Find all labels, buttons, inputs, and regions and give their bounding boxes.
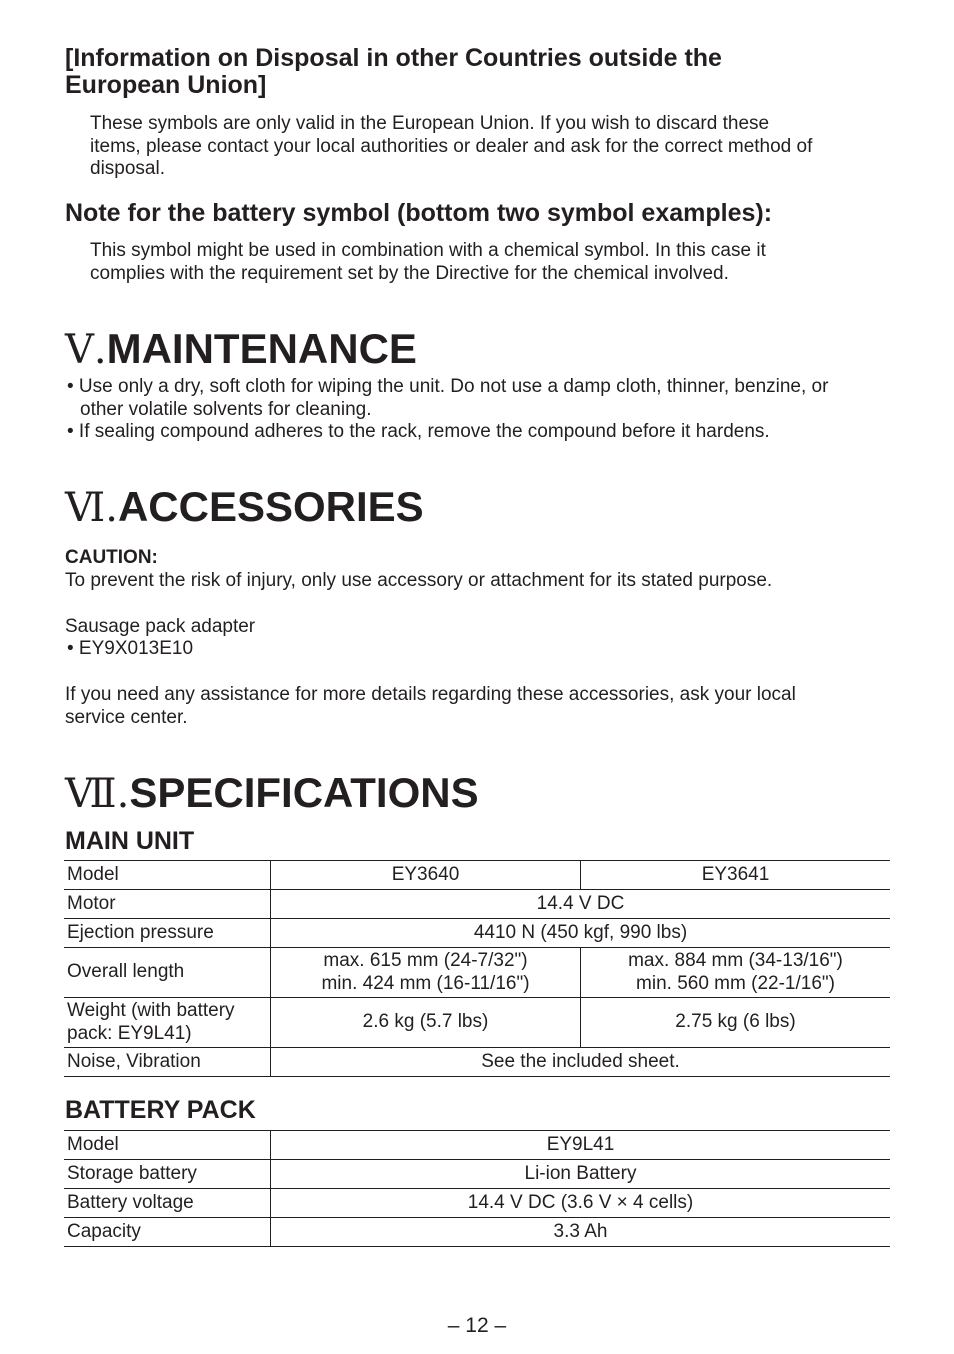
caution-label: CAUTION: [65, 547, 158, 568]
spec-weight-b: 2.75 kg (6 lbs) [581, 998, 891, 1048]
battery-pack-heading: BATTERY PACK [65, 1096, 256, 1124]
accessory-item-code: • EY9X013E10 [67, 638, 194, 659]
maintenance-bullet-2: • If sealing compound adheres to the rack, remove the compound before it hardens. [67, 421, 770, 442]
table-row [64, 1131, 890, 1160]
spec-weight-a: 2.6 kg (5.7 lbs) [271, 998, 581, 1048]
main-unit-table [64, 860, 890, 1077]
table-row [64, 1218, 890, 1247]
battery-note-body [90, 240, 766, 285]
spec-label-length: Overall length [64, 948, 271, 998]
maintenance-numeral: Ⅴ. [65, 327, 107, 373]
maintenance-title [65, 326, 417, 373]
accessories-assist [65, 684, 796, 729]
spec-label-ejection: Ejection pressure [64, 919, 271, 948]
disposal-heading [65, 45, 722, 99]
specifications-title-text: SPECIFICATIONS [129, 769, 479, 816]
battery-note-body-line2: complies with the requirement set by the Directive for the chemical involved. [90, 262, 729, 284]
spec-model-a: EY3640 [271, 861, 581, 890]
table-row [64, 1189, 890, 1218]
spec-length-b-max: max. 884 mm (34-13/16") [628, 950, 843, 971]
spec-label-weight-line1: Weight (with battery [67, 1000, 235, 1021]
spec-model-b: EY3641 [581, 861, 891, 890]
battery-label-model: Model [64, 1131, 271, 1160]
battery-note-body-line1: This symbol might be used in combination with a chemical symbol. In this case it [90, 240, 766, 261]
page-number: – 12 – [447, 1314, 507, 1337]
disposal-body-line1: These symbols are only valid in the European Union. If you wish to discard these [90, 113, 770, 134]
spec-length-a-max: max. 615 mm (24-7/32") [323, 950, 528, 971]
table-row [64, 1048, 890, 1077]
table-row [64, 890, 890, 919]
spec-label-noise: Noise, Vibration [64, 1048, 271, 1077]
spec-label-model: Model [64, 861, 271, 890]
spec-label-weight-line2: pack: EY9L41) [67, 1022, 192, 1044]
battery-capacity-value: 3.3 Ah [271, 1218, 891, 1247]
disposal-body [90, 113, 812, 181]
maintenance-title-text: MAINTENANCE [106, 325, 417, 372]
spec-noise-value: See the included sheet. [271, 1048, 891, 1077]
battery-model-value: EY9L41 [271, 1131, 891, 1160]
battery-note-heading: Note for the battery symbol (bottom two symbol examples): [65, 199, 773, 227]
battery-storage-value: Li-ion Battery [271, 1160, 891, 1189]
battery-voltage-value: 14.4 V DC (3.6 V × 4 cells) [271, 1189, 891, 1218]
table-row [64, 919, 890, 948]
spec-motor-value: 14.4 V DC [271, 890, 891, 919]
main-unit-heading: MAIN UNIT [65, 827, 195, 855]
spec-length-b [581, 948, 891, 998]
battery-label-storage: Storage battery [64, 1160, 271, 1189]
disposal-heading-line1: [Information on Disposal in other Countries outside the [65, 44, 722, 72]
battery-pack-table [64, 1130, 890, 1247]
battery-label-voltage: Battery voltage [64, 1189, 271, 1218]
accessories-assist-line2: service center. [65, 706, 188, 728]
table-row [64, 998, 890, 1048]
spec-ejection-value: 4410 N (450 kgf, 990 lbs) [271, 919, 891, 948]
accessories-title-text: ACCESSORIES [117, 483, 424, 530]
table-row [64, 861, 890, 890]
specifications-numeral: Ⅶ. [65, 771, 130, 817]
accessory-item-name: Sausage pack adapter [65, 616, 256, 637]
spec-label-weight [64, 998, 271, 1048]
accessories-numeral: Ⅵ. [65, 485, 118, 531]
maintenance-bullet-1 [67, 376, 828, 421]
table-row [64, 1160, 890, 1189]
spec-length-a [271, 948, 581, 998]
battery-label-capacity: Capacity [64, 1218, 271, 1247]
table-row [64, 948, 890, 998]
disposal-body-line2: items, please contact your local authorities or dealer and ask for the correct method of [90, 135, 813, 157]
disposal-heading-line2: European Union] [65, 71, 267, 99]
accessories-title [65, 484, 424, 531]
maintenance-bullet-1-line1: • Use only a dry, soft cloth for wiping the unit. Do not use a damp cloth, thinner, benzine, or [67, 376, 829, 397]
specifications-title [65, 770, 479, 817]
accessories-assist-line1: If you need any assistance for more details regarding these accessories, ask your local [65, 684, 796, 705]
caution-text: To prevent the risk of injury, only use accessory or attachment for its stated purpose. [65, 570, 773, 591]
spec-label-motor: Motor [64, 890, 271, 919]
disposal-body-line3: disposal. [90, 158, 165, 179]
maintenance-bullet-1-line2: other volatile solvents for cleaning. [80, 398, 372, 420]
spec-length-b-min: min. 560 mm (22-1/16") [636, 972, 835, 994]
spec-length-a-min: min. 424 mm (16-11/16") [321, 972, 530, 994]
